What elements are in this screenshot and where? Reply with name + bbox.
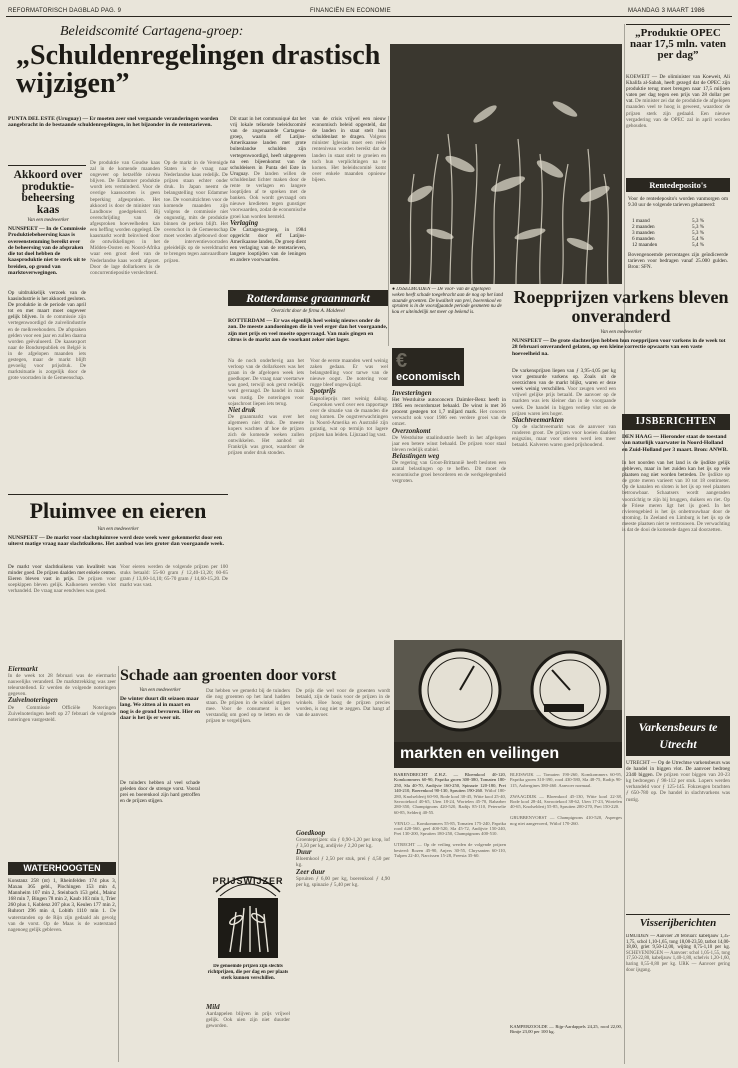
prijswijzer-wordmark: PRIJSWIJZER — [212, 876, 284, 886]
schade-text-3: De prijs die wel voor de groenten wordt betaald, zijn de basis voor de prijzen in de winkels. Hoe hoog de prijzen precies worden, is nog niet te zeggen. Dat hangt af van de aanvoer. — [296, 688, 390, 719]
field-photo-image — [390, 44, 622, 284]
schade-sub-mild: Mild — [206, 1004, 220, 1011]
field-photo — [390, 44, 622, 284]
waterhoogten-title: WATERHOOGTEN — [8, 862, 116, 875]
varkens-sub-slachtvee: Slachtveemarkten — [512, 415, 564, 424]
schade-sub-duur: Duur — [296, 848, 312, 857]
running-head-right: MAANDAG 3 MAART 1986 — [628, 8, 705, 14]
eiermarkt-text: Eiermarkt In de week tot 28 februari was de eiermarkt nauwelijks veranderd. De marktstrekking was zeer teleurstellend. Er werden de volgende noteringen gegeven. Zuivelnoteringen De Commissie Officiële Noteringen Zuivelnoteringen heeft op 27 februari de volgende noteringen vastgesteld. — [8, 666, 116, 723]
schade-lead: De winter duurt dit seizoen maar lang. We zitten al in maart en nog is de grond bevroren. Hier en daar is het ijs er weer uit. — [120, 696, 200, 721]
kaas-text-2: De produktie van Goudse kaas zal in de komende maanden ongeveer op hetzelfde niveau blijven. De Edammer produktie wordt iets verminderd. Voor de overige kaassoorten is geen beperking afgesproken. Het akkoord is door de minister van Landbouw goedgekeurd. Bij overschrijding van de afgesproken hoeveelheden kan een heffing worden opgelegd. De kaasmarkt wordt beïnvloed door de ontwikkelingen in het Midden-Oosten en Noord-Afrika waar een groot deel van de Nederlandse kaas wordt afgezet. Door de lage dollarkoers is de concurrentiepositie verslechterd. — [90, 160, 160, 276]
schade-byline: Van een medewerker — [139, 688, 181, 693]
rentedeposito-row: 3 maanden 5,3 % — [632, 230, 705, 237]
ijsberichten-title: IJSBERICHTEN — [622, 414, 730, 430]
kaas-byline: Van een medewerker — [27, 218, 69, 223]
prijswijzer-caption: De genoemde prijzen zijn slechts richtprijzen, die per dag en per plaats sterk kunnen verschillen. — [207, 964, 289, 981]
veiling-clocks-image — [394, 640, 622, 742]
varkens-headline: Roepprijzen varkens bleven onveranderd — [513, 287, 729, 326]
kaas-text-3: Op de markt in de Verenigde Staten is de vraag naar Nederlandse kaas redelijk. De prijzen staan echter onder druk. In Japan neemt de belangstelling voor Edammer toe. De vooruitzichten voor de komende maanden zijn volgens de commissie niet ongunstig, mits de produktie binnen de perken blijft. Het overschot in de Gemeenschap moet worden afgebouwd door de interventievoorraden geleidelijk op de wereldmarkt te brengen tegen aanvaardbare prijzen. — [164, 160, 228, 264]
economisch-label: economisch — [396, 371, 461, 383]
zuivel-sub: Zuivelnoteringen — [8, 696, 58, 705]
varkens-lead: NUNSPEET — De grote slachterijen hebben hun roepprijzen voor varkens in de week tot 28 februari onveranderd gelaten, op een kleine correctie opwaarts van een vaste hoeveelheid na. — [512, 338, 726, 357]
schade-text-4: Goedkoop Groenteprijzen: sla ƒ 0,90-1,20 per krop, lof ƒ 3,50 per kg, andijvie ƒ 2,20 per kg. Duur Bloemkool ƒ 2,50 per stuk, prei ƒ 4,50 per kg. Zeer duur Spruiten ƒ 6,00 per kg, boerenkool ƒ 4,90 per kg, spinazie ƒ 5,40 per kg. — [296, 830, 390, 888]
pluimvee-lead: NUNSPEET — De markt voor slachtpluimvee werd deze week weer gekenmerkt door een uiterst matige vraag naar slachtkuikens. Het aanbod was iets groter dan voorgaande week. — [8, 535, 224, 548]
cartagena-sub-verlaging: Verlaging — [230, 218, 259, 227]
rentedeposito-table — [632, 218, 722, 248]
markten-title: markten en veilingen — [400, 745, 560, 762]
rentedeposito-row: 12 maanden 5,4 % — [632, 242, 705, 249]
schade-mild-text: Mild Aardappelen blijven in prijs vrijwel gelijk. Ook uien zijn niet duurder geworden. — [206, 1004, 290, 1030]
opec-text: KOEWEIT — De oliminister van Koeweit, Ali Khalifa al-Sabah, heeft gezegd dat de OPEC zijn produktie terug moet brengen naar 17,5 miljoen vaten per dag tegen een prijs van 28 dollar per vat. De minister zei dat de produktie de afgelopen maanden veel te hoog is geweest, waardoor de prijzen sterk zijn gedaald. Een nieuwe vergadering van de OPEC zal in april worden gehouden. — [626, 74, 730, 129]
schade-sub-zeer-duur: Zeer duur — [296, 867, 325, 876]
veiling-photo — [394, 640, 622, 742]
rotterdam-lead: ROTTERDAM — Er was eigenlijk heel weinig nieuws onder de zon. De meeste aandoeningen die in veel erger dan het voorgaande, zijn met prijs en veel moeite opgevraagd. Van mais gingen en citrus is de markt aan de voorkant zeker niet lager. — [228, 318, 388, 343]
pluimvee-byline: Van een medewerker — [97, 527, 139, 532]
markten-text: BARENDRECHT Z.H.Z. — Bloemkool 40-120, Komkommers 60-90, Paprika groen 300-380, Tomaten 180-250, Sla 40-70, Andijvie 160-250, Spinazie 120-180, Prei 140-210, Boerenkool 90-130, Spruiten 190-260. Witlof 180-280, Knolselderij 60-90, Rode kool 30-45, Witte kool 25-40, Savooiekool 40-65, Uien 18-24, Wortelen 45-70, Rabarber 280-350, Champignons 420-520, Radijs 85-110, Peterselie 60-85, Selderij 40-55. VENLO — Komkommers 55-85, Tomaten 175-240, Paprika rood 420-560, geel 400-520, Sla 45-72, Andijvie 150-240, Prei 130-200, Spruiten 180-250, Champignons 400-510. UTRECHT — Op de veiling werden de volgende prijzen besteed: Rozen 45-90, Anjers 30-55, Chrysanten 60-110, Tulpen 22-40, Narcissen 15-28, Freesia 35-60. — [394, 772, 506, 859]
rentedeposito-title: Rentedeposito's — [626, 178, 730, 192]
cartagena-headline: „Schuldenregelingen drastisch wijzigen” — [16, 40, 381, 99]
ijsberichten-lead: DEN HAAG — Hieronder staat de toestand van naturlijk vaarwater in Noord-Holland en Zuid-Holland per 3 maart. Bron: ANWB. — [622, 434, 728, 453]
varkensbeurs-text: UTRECHT — Op de Utrechtse varkensbeurs was de handel in biggen vlot. De aanvoer bedroeg 2340 biggen. De prijzen voor biggen van 20-23 kg bedroegen ƒ 98-112 per stuk. Lopers werden verhandeld voor ƒ 125-145. Fokzeugen brachten ƒ 650-780 op. De handel in slachtvarkens was rustig. — [626, 760, 730, 803]
schade-text-2: Dat hebben we gemerkt bij de tuinders die nog groenten op het land hadden staan. De prijzen in de winkel stijgen mee. Voor de consument is het verstandig om goed op te letten en de prijzen te vergelijken. — [206, 688, 290, 725]
rentedeposito-row: 1 maand 5,3 % — [632, 218, 705, 224]
schade-sub-goedkoop: Goedkoop — [296, 830, 326, 837]
economisch-logo-mark: € — [396, 350, 408, 372]
rentedeposito-row: 2 maanden 5,3 % — [632, 224, 705, 231]
varkensbeurs-title: Varkensbeurs te Utrecht — [626, 716, 730, 756]
rotterdam-sub-niet-druk: Niet druk — [228, 405, 256, 414]
prijswijzer-logo — [206, 862, 290, 962]
pluimvee-text: De markt voor slachtkuikens van kwaliteit was minder goed. De prijzen daalden met enkele centen. Eieren bleven vast in prijs. De prijzen voor soepkippen bleven gelijk. Kalkoenen werden vlot verhandeld. De vraag naar eendvlees was goed. — [8, 564, 116, 595]
markten-text-2: BLEISWIJK — Tomaten 190-260, Komkommers 60-95, Paprika groen 310-390, rood 430-580, Sla 48-75, Radijs 90-115, Aubergines 380-460. Aanvoer normaal. ZWAAGDIJK — Bloemkool 45-130, Witte kool 22-38, Rode kool 28-44, Savooiekool 38-62, Uien 17-23, Wortelen 40-65, Knolselderij 55-85, Spruiten 200-270, Prei 150-220. GRUBBENVORST — Champignons 410-520, Asperges nog niet aangevoerd, Witlof 170-260. — [510, 772, 622, 826]
markten-banner — [394, 742, 622, 768]
rotterdam-text-2: Voor de eerste maanden werd weinig zaken gedaan. Er was wel belangstelling voor tarwe van de nieuwe oogst. De notering voor rogge bleef ongewijzigd. Spotprijs Rapsolieprijs met weinig daling. Gesproken werd over een rapportage over de situatie van de maanden die nog komen. De oogstverwachtingen in Noord-Amerika en Australië zijn gunstig, wat op termijn tot lagere prijzen kan leiden. Lijnzaad lag vast. — [310, 358, 388, 439]
visserij-title: Visserijberichten — [639, 917, 717, 929]
running-head-left: REFORMATORISCH DAGBLAD PAG. 9 — [8, 8, 122, 14]
varkens-text: De varkensprijzen liepen van ƒ 3,95-4,05 per kg voor gestuurde varkens op. Zoals uit de overzichten van de markt blijkt, waren er deze week weinig verschillen. Voor zeugen werd een vrijwel gelijke prijs betaald. De aanvoer op de markten was iets kleiner dan in de voorgaande week. De handel in biggen verliep vlot en de prijzen waren iets hoger. Slachtveemarkten Op de slachtveemarkt was de aanvoer van runderen groot. De prijzen voor koeien daalden enigszins, maar voor stieren werd iets meer betaald. Kalveren waren goed prijshoudend. — [512, 368, 616, 449]
opec-headline: „Produktie OPEC naar 17,5 mln. vaten per dag” — [629, 27, 727, 61]
rotterdam-text-1: Na de noch onderhevig aan het verloop van de dollarkoers was het graan in de afgelopen week iets goedkoper. De vraag naar voertarwe was goed, terwijl ook gerst redelijk werd gevraagd. De handel in mais was rustig. De noteringen voor sojaschroot liepen iets terug. Niet druk De graanmarkt was over het algemeen niet druk. De meeste kopers wachten af hoe de prijzen zich de komende weken zullen ontwikkelen. Het aanbod uit Frankrijk was groot, waardoor de prijzen onder druk stonden. — [228, 358, 304, 457]
kamperzoolde-text: KAMPERZOOLDE — Rijp-Aardappels 24,25, rood 22,00, Bintje 23,00 per 100 kg. — [510, 1024, 622, 1035]
field-photo-caption: ● IJSSELMUIDEN — De voor- van de afgelopen weken heeft schade toegebracht aan de nog op het land staande groenten. De kwaliteit van prei, boerenkool en spruiten is in de voorafgaande periode gesmeten nu de kou er uiteindelijk net meer op bekend is. — [392, 287, 503, 316]
eiermarkt-sub: Eiermarkt — [8, 666, 38, 673]
varkens-byline: Van een medewerker — [600, 330, 642, 335]
waterhoogten-text: Konstanz 258 (nt) 1, Rheinfelden 174 plus 3, Maxau 365 gebl., Plochingen 153 min 4, Mannheim 107 min 2, Steinbach 153 gebl., Mainz 168 min 7, Bingen 78 min 2, Kaub 103 min 1, Trier 260 plus 1, Koblenz 207 plus 3, Keulen 177 min 2, Ruhrort 296 min 4, Lobith 1110 min 1. De waterstanden op de Rijn zijn gedaald als gevolg van de vorst. Op de Maas is de waterstand nagenoeg gelijk gebleven. — [8, 878, 116, 933]
economisch-sub-belastingen: Belastingen weg — [392, 451, 440, 460]
rotterdam-banner: Rotterdamse graanmarkt — [228, 290, 388, 306]
cartagena-text-right: van de crisis vrijwel een nieuw economisch beleid opgesteld, dat de landen in staat stelt hun schuldenlast te dragen. Volgens minister Iglesias moet een reëel renteniveau worden bereikt dat de landen in staat stelt te groeien en toch hun verplichtingen na te komen. Het beleidscomité komt over enkele maanden opnieuw bijeen. — [312, 116, 386, 183]
economisch-sub-overzonkomt: Overzonkomt — [392, 426, 431, 435]
kaas-text: Op uitdrukkelijk verzoek van de kaasindustrie is het akkoord gesloten. De produktie in de periode van april tot en met maart moet ongeveer gelijk blijven. In de commissie zijn vertegenwoordigd de zuivelindustrie en de melkveehouders. De afspraken gelden voor een jaar en zullen daarna worden geëvalueerd. De kaasexport naar de Bondsrepubliek en België is in de afgelopen maanden iets gestegen, maar de markt blijft gevoelig voor prijsdruk. De marktsituatie is zorgelijk door de grote voorraden in de Gemeenschap. — [8, 290, 86, 382]
cartagena-kicker: Beleidscomité Cartagena-groep: — [60, 24, 244, 39]
economisch-text: Investeringen Het Westduitse autoconcern Daimler-Benz heeft in 1985 een recordomzet behaald. De winst is met 36 procent gestegen tot 1,7 miljard mark. Het concern verwacht ook voor 1986 een verdere groei van de omzet. Overzonkomt De Westduitse staalindustrie heeft in het afgelopen jaar een betere winst behaald. De prijzen voor staal bleven redelijk stabiel. Belastingen weg De regering van Groot-Brittannië heeft besloten een aantal belastingen op te heffen. Dit moet de economische groei bevorderen en de werkgelegenheid vergroten. — [392, 390, 506, 485]
ijsberichten-text: In het noorden van het land is de ijsdikte gelijk gebleven, maar in het zuiden kan het ijs op vele plaatsen nog niet worden betreden. De ijsdikte op de grote meren varieert van 10 tot 18 centimeter. Op de kanalen en sloten is het ijs op veel plaatsen betrouwbaar. Schaatsers wordt aangeraden voorzichtig te zijn bij bruggen, duikers en riet. Op de Friese meren ligt het ijs goed. In het rivierengebied is het ijs onbetrouwbaar door de stroming. In Zeeland en Limburg is het ijs op de meeste plaatsen niet te vertrouwen. De verwachting is dat de dooi de komende dagen zal doorzetten. — [622, 460, 730, 534]
kaas-headline: Akkoord over produktie-beheersing kaas — [13, 169, 83, 216]
running-head-center: FINANCIËN EN ECONOMIE — [310, 8, 391, 14]
cartagena-text-mid: Dit staat in het communiqué dat het vrij lokale telkende beleidscomité van de zogenaamde Cartagena-groep, waarin elf Latijns-Amerikaanse landen met grote buitenlandse schulden zijn vertegenwoordigd, heeft uitgegeven na een bijeenkomst van de schuldeisers in Punta del Este in Uruguay. De landen willen de schuldenlast lichter maken door de rente te verlagen en langere looptijden af te spreken met de banken. Ook wordt gevraagd om nieuwe kredieten tegen gunstiger voorwaarden, zodat de economische groei kan worden hersteld. Verlaging De Cartagena-groep, in 1984 opgericht door elf Latijns-Amerikaanse landen, De groep dient een verlaging van de rentetarieven, langere looptijden van de leningen en andere voorwaarden. — [230, 116, 306, 264]
rentedeposito-row: 6 maanden 5,4 % — [632, 236, 705, 243]
kaas-lead: NUNSPEET — In de Commissie Produktiebeheersing kaas is overeenstemming bereikt over de beheersing van de afspraken die tot doel hebben de kaasproduktie niet te sterk uit te breiden, op grond van marktoverwegingen. — [8, 226, 86, 277]
rentedeposito-intro: Voor de rentedeposito's worden vanmorgen om 9.30 uur de volgende tarieven gehanteerd: — [628, 196, 728, 209]
cartagena-lead: PUNTA DEL ESTE (Uruguay) — Er moeten zeer snel vergaande veranderingen worden aangebracht in de bestaande schuldenregelingen, in het bijzonder in de rentetarieven. — [8, 116, 219, 129]
economisch-sub-investeringen: Investeringen — [392, 390, 432, 397]
schade-text: De tuinders hebben al veel schade geleden door de strenge vorst. Vooral prei en boerenkool zijn hard getroffen en de prijzen stijgen. — [120, 780, 200, 805]
pluimvee-headline: Pluimvee en eieren — [29, 498, 207, 523]
economisch-logo — [392, 348, 464, 386]
schade-headline: Schade aan groenten door vorst — [120, 667, 337, 684]
pluimvee-text-2: Voor eieren werden de volgende prijzen per 100 stuks betaald: 55-60 gram ƒ 12,40-13,20; 60-65 gram ƒ 13,60-14,10; 65-70 gram ƒ 14,60-15,20. De markt was vast. — [120, 564, 228, 589]
rotterdam-byline: Overzicht door de firma A. Maldevel — [271, 309, 345, 314]
rentedeposito-note: Bovengenoemde percentages zijn geïndiceerde tarieven voor bedragen vanaf 25.000 gulden. Bron: SFN. — [628, 252, 728, 271]
visserij-text: IJMUIDEN — Aanvoer 28 februari: kabeljauw 1,35-1,75, schol 1,10-1,65, tong 18,00-23,50, tarbot 14,00-18,00, griet 9,50-12,00, wijting 0,75-1,10 per kg. SCHEVENINGEN — Aanvoer: schol 1,05-1,55, tong 17,50-22,80, kabeljauw 1,40-1,80, schelvis 1,20-1,60, haring 0,55-0,80 per kg. URK — Aanvoer gering door ijsgang. — [626, 934, 730, 973]
rotterdam-sub-spotprijs: Spotprijs — [310, 387, 336, 396]
